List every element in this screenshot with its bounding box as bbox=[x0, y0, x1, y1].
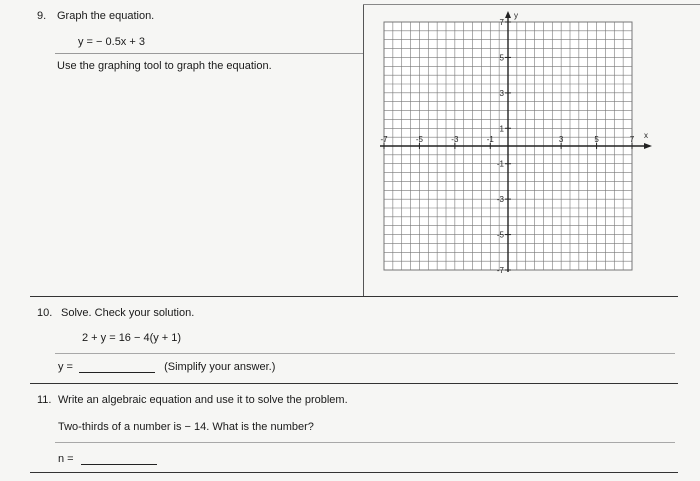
q10-answer-input[interactable] bbox=[79, 361, 155, 373]
q11-answer-input[interactable] bbox=[81, 453, 157, 465]
q9-instruction: Use the graphing tool to graph the equation. bbox=[57, 60, 272, 72]
q9-graph-panel-border bbox=[363, 4, 364, 296]
q11-divider bbox=[55, 442, 675, 443]
q9-prompt: Graph the equation. bbox=[57, 10, 155, 22]
q9-number: 9. bbox=[37, 10, 47, 22]
x-axis-label: x bbox=[644, 131, 648, 140]
x-tick-label: 5 bbox=[594, 135, 599, 144]
q11-problem: Two-thirds of a number is − 14. What is the number? bbox=[58, 421, 314, 433]
q10-answer-row bbox=[58, 361, 275, 373]
q10-prompt: Solve. Check your solution. bbox=[61, 307, 195, 319]
q11-bottom-border bbox=[30, 472, 678, 473]
q11-number: 11. bbox=[37, 394, 52, 406]
q11-answer-label: n = bbox=[58, 453, 74, 465]
y-tick-label: 5 bbox=[499, 53, 504, 63]
x-tick-label: -5 bbox=[415, 135, 423, 144]
q10-bottom-border bbox=[30, 383, 678, 384]
q9-equation: y = − 0.5x + 3 bbox=[78, 36, 145, 48]
y-tick-label: 1 bbox=[499, 124, 504, 134]
y-tick-label: -7 bbox=[496, 266, 504, 275]
q9-bottom-border bbox=[30, 296, 678, 297]
y-axis-arrow-icon bbox=[505, 11, 511, 18]
q10-hint: (Simplify your answer.) bbox=[164, 361, 276, 373]
x-tick-label: -7 bbox=[380, 135, 388, 144]
coordinate-graph[interactable] bbox=[368, 10, 653, 282]
x-tick-label: 3 bbox=[558, 135, 564, 144]
q9-divider bbox=[55, 53, 363, 54]
q10-equation: 2 + y = 16 − 4(y + 1) bbox=[82, 332, 182, 344]
x-tick-label: -3 bbox=[451, 135, 459, 144]
y-tick-label: -1 bbox=[496, 159, 504, 169]
x-tick-label: 7 bbox=[629, 135, 635, 144]
q10-number: 10. bbox=[37, 307, 53, 319]
q11-prompt: Write an algebraic equation and use it to solve the problem. bbox=[58, 394, 348, 406]
y-tick-label: 7 bbox=[499, 18, 504, 27]
x-axis-arrow-icon bbox=[644, 143, 652, 149]
y-tick-label: -5 bbox=[496, 230, 504, 240]
q9-graph-panel-top bbox=[363, 4, 700, 5]
y-tick-label: 3 bbox=[499, 88, 504, 98]
q10-divider bbox=[55, 353, 675, 354]
q11-answer-row bbox=[58, 453, 157, 465]
q10-answer-label: y = bbox=[58, 361, 73, 373]
y-axis-label: y bbox=[514, 11, 518, 20]
y-tick-label: -3 bbox=[496, 195, 504, 205]
x-tick-label: -1 bbox=[486, 135, 494, 144]
